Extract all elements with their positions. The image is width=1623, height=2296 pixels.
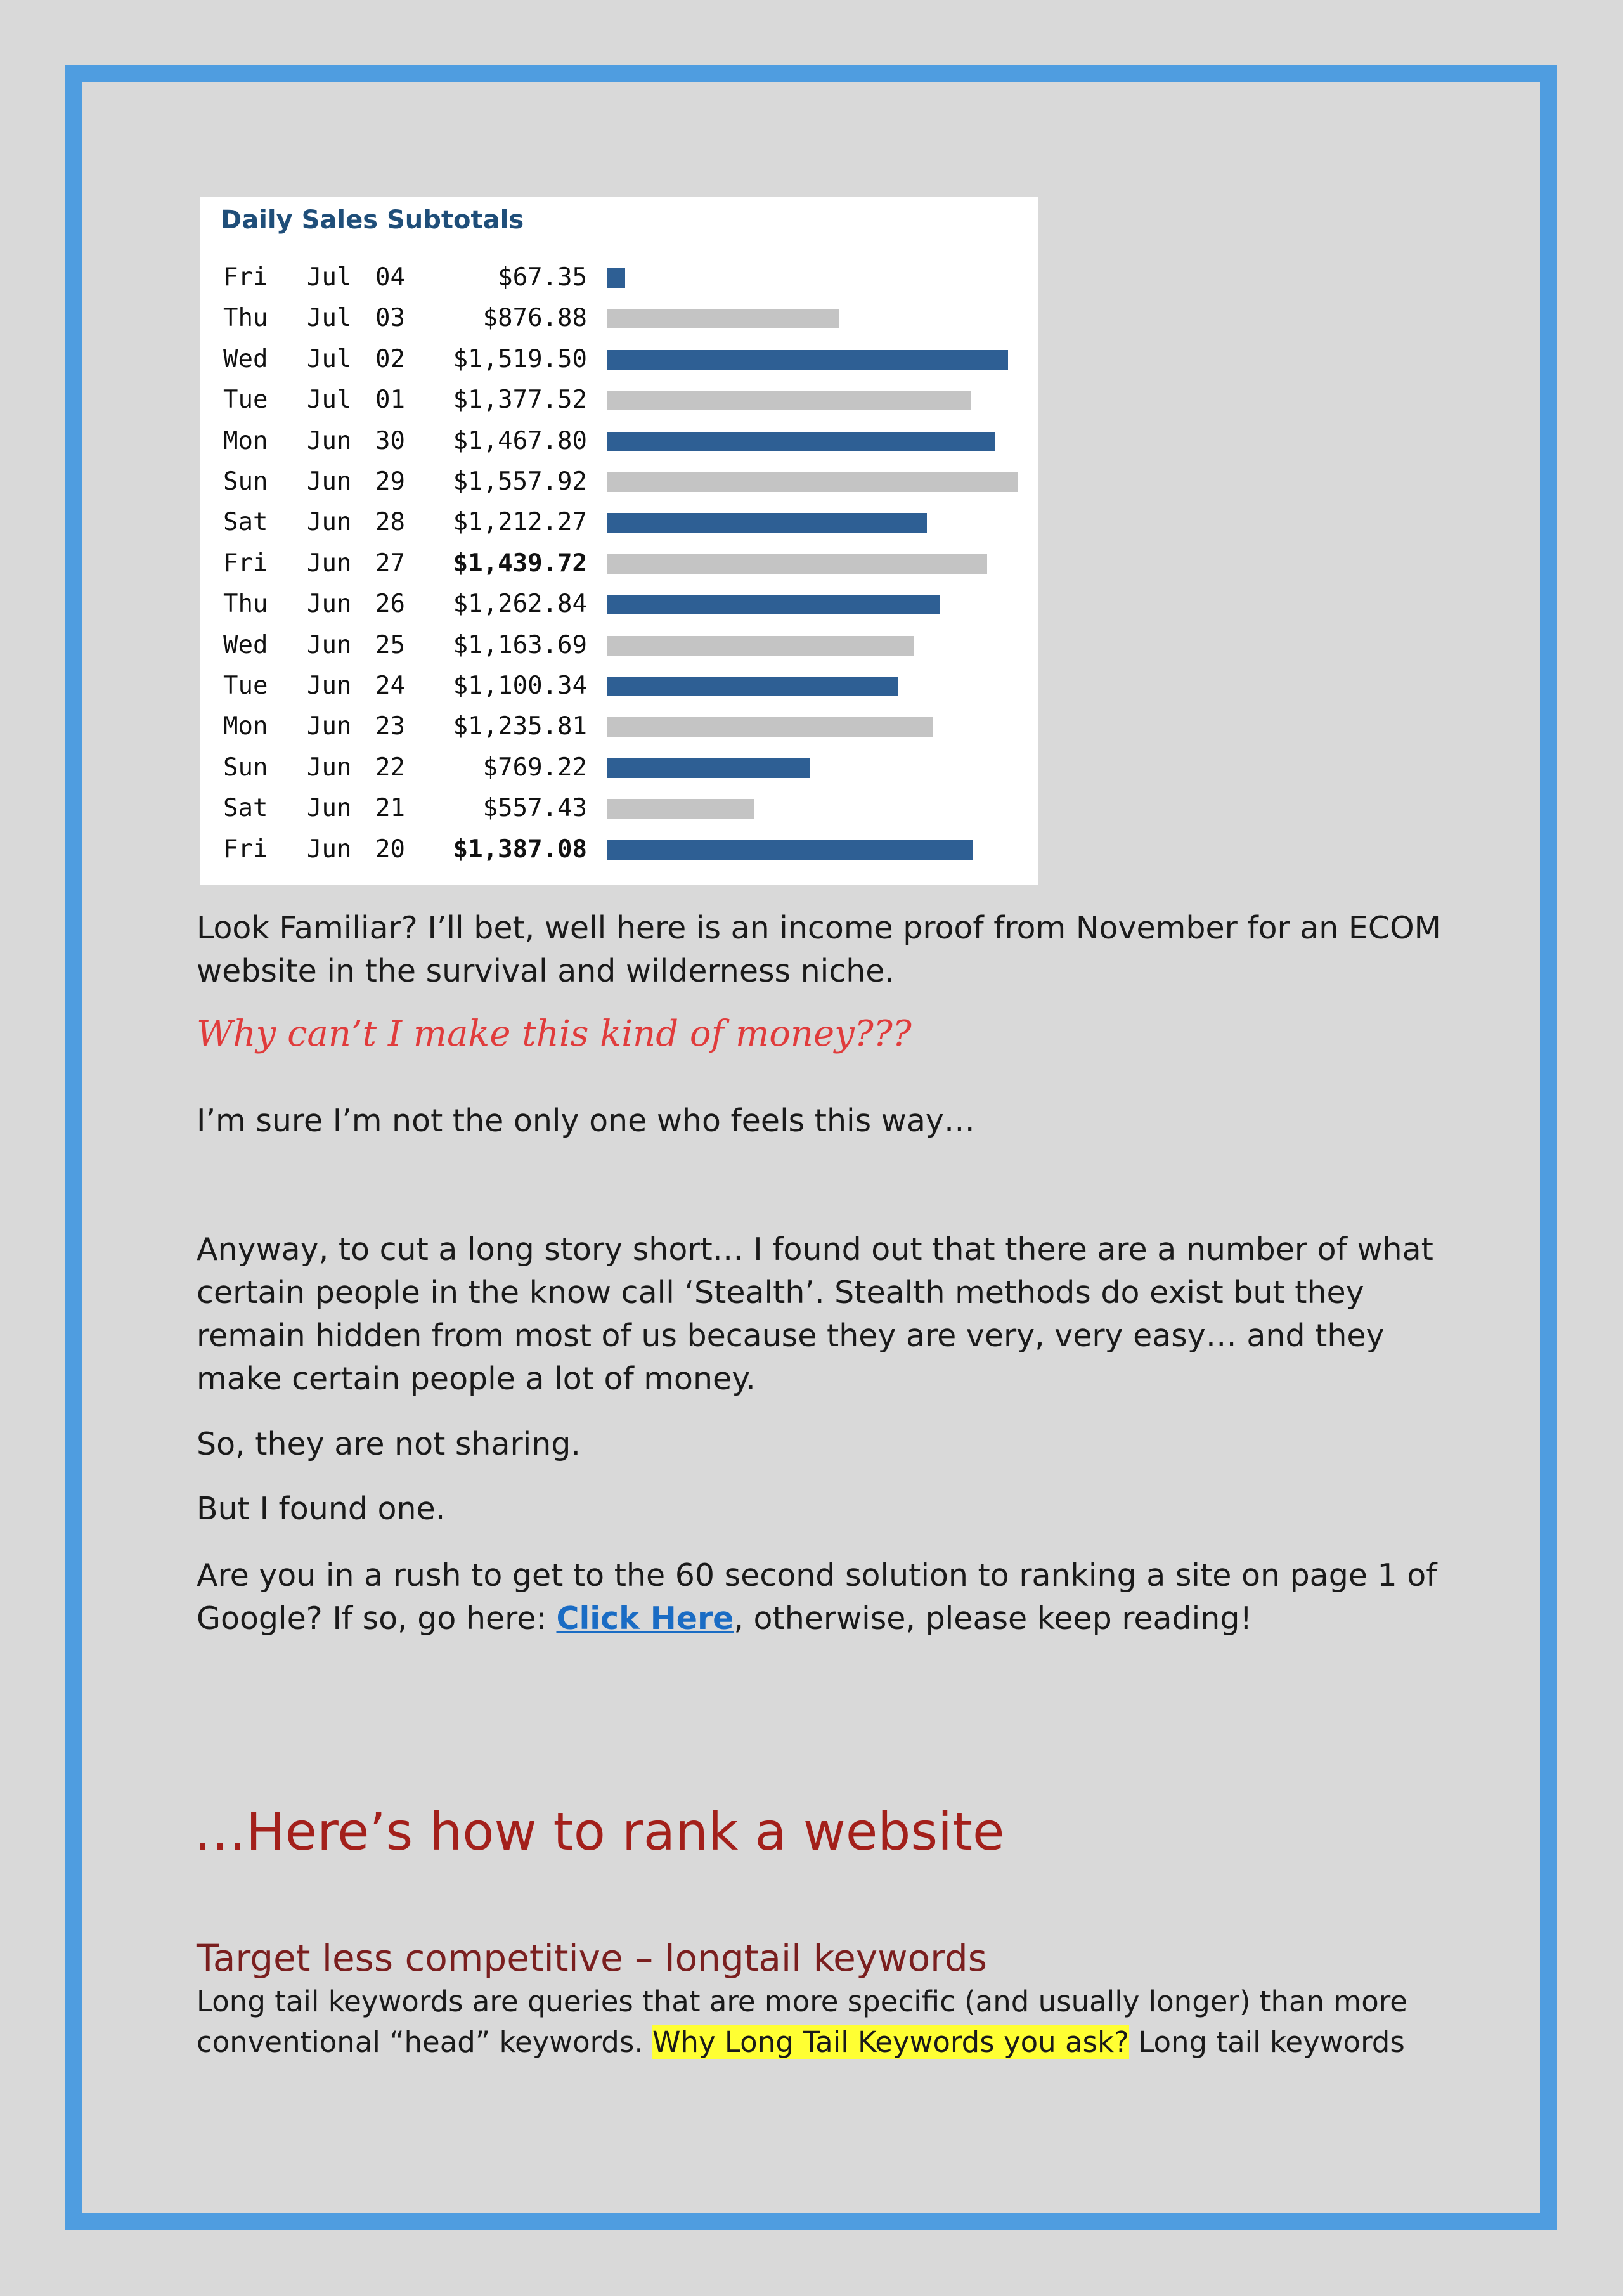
amount-label: $67.35 bbox=[498, 263, 587, 292]
sales-row bbox=[200, 666, 1038, 707]
date-label: 29 bbox=[375, 467, 405, 496]
rush-text: Are you in a rush to get to the 60 second solution to ranking a site on page 1 of Google? If so, go here: bbox=[197, 1557, 1437, 1637]
rush-text-after: , otherwise, please keep reading! bbox=[734, 1600, 1253, 1637]
sales-bar bbox=[607, 636, 914, 656]
amount-label: $1,557.92 bbox=[453, 467, 587, 496]
date-label: 21 bbox=[375, 794, 405, 823]
day-label: Fri bbox=[223, 548, 268, 578]
date-label: 23 bbox=[375, 712, 405, 741]
date-label: 28 bbox=[375, 508, 405, 537]
sales-row bbox=[200, 258, 1038, 299]
day-label: Mon bbox=[223, 712, 268, 741]
click-here-link[interactable]: Click Here bbox=[556, 1600, 734, 1637]
month-label: Jun bbox=[307, 794, 352, 823]
date-label: 24 bbox=[375, 671, 405, 700]
amount-label: $1,387.08 bbox=[453, 834, 587, 864]
paragraph-rush bbox=[197, 1554, 1445, 1640]
sales-row bbox=[200, 707, 1038, 748]
sales-row bbox=[200, 422, 1038, 462]
day-label: Sat bbox=[223, 508, 268, 537]
sales-row bbox=[200, 789, 1038, 829]
month-label: Jul bbox=[307, 386, 352, 415]
month-label: Jun bbox=[307, 712, 352, 741]
month-label: Jun bbox=[307, 753, 352, 782]
sales-row bbox=[200, 585, 1038, 625]
month-label: Jul bbox=[307, 344, 352, 373]
amount-label: $557.43 bbox=[482, 794, 587, 823]
amount-label: $1,519.50 bbox=[453, 344, 587, 373]
amount-label: $1,100.34 bbox=[453, 671, 587, 700]
month-label: Jun bbox=[307, 548, 352, 578]
sales-bar bbox=[607, 677, 898, 696]
day-label: Thu bbox=[223, 590, 268, 619]
date-label: 02 bbox=[375, 344, 405, 373]
sales-row bbox=[200, 544, 1038, 585]
paragraph-found-one: But I found one. bbox=[197, 1491, 446, 1527]
month-label: Jun bbox=[307, 630, 352, 659]
daily-sales-chart bbox=[200, 197, 1038, 885]
day-label: Fri bbox=[223, 263, 268, 292]
sales-bar bbox=[607, 513, 927, 533]
month-label: Jun bbox=[307, 426, 352, 455]
paragraph-stealth: Anyway, to cut a long story short… I found out that there are a number of what certain people in the know call ‘Stealth’. Stealth methods do exist but they remain hidden from most of us because they are very, very easy… and they make certain people a lot of money. bbox=[197, 1231, 1433, 1397]
section-subheading: Target less competitive – longtail keywords bbox=[197, 1936, 987, 1980]
sales-bar bbox=[607, 799, 754, 819]
paragraph-feels: I’m sure I’m not the only one who feels this way… bbox=[197, 1103, 975, 1139]
day-label: Fri bbox=[223, 834, 268, 864]
longtail-text: Long tail keywords are queries that are more specific (and usually longer) than more conventional “head” keywords. bbox=[197, 1985, 1407, 2059]
sales-row bbox=[200, 503, 1038, 543]
date-label: 25 bbox=[375, 630, 405, 659]
sales-row bbox=[200, 299, 1038, 339]
sales-bar bbox=[607, 350, 1008, 370]
day-label: Mon bbox=[223, 426, 268, 455]
chart-title: Daily Sales Subtotals bbox=[221, 205, 524, 235]
sales-bar bbox=[607, 717, 933, 737]
month-label: Jul bbox=[307, 304, 352, 333]
month-label: Jun bbox=[307, 590, 352, 619]
script-line: Why can’t I make this kind of money??? bbox=[197, 1013, 912, 1054]
date-label: 03 bbox=[375, 304, 405, 333]
date-label: 01 bbox=[375, 386, 405, 415]
paragraph-not-sharing: So, they are not sharing. bbox=[197, 1426, 581, 1462]
day-label: Sat bbox=[223, 794, 268, 823]
sales-bar bbox=[607, 432, 995, 451]
amount-label: $769.22 bbox=[482, 753, 587, 782]
date-label: 04 bbox=[375, 263, 405, 292]
sales-row bbox=[200, 340, 1038, 380]
sales-row bbox=[200, 462, 1038, 503]
day-label: Wed bbox=[223, 344, 268, 373]
sales-row bbox=[200, 380, 1038, 421]
amount-label: $1,235.81 bbox=[453, 712, 587, 741]
date-label: 22 bbox=[375, 753, 405, 782]
day-label: Thu bbox=[223, 304, 268, 333]
sales-bar bbox=[607, 391, 971, 410]
date-label: 27 bbox=[375, 548, 405, 578]
day-label: Wed bbox=[223, 630, 268, 659]
sales-bar bbox=[607, 840, 973, 860]
sales-bar bbox=[607, 268, 625, 288]
paragraph-income-proof: Look Familiar? I’ll bet, well here is an income proof from November for an ECOM website in the survival and wilderness niche. bbox=[197, 910, 1441, 989]
day-label: Tue bbox=[223, 386, 268, 415]
date-label: 20 bbox=[375, 834, 405, 864]
section-heading: …Here’s how to rank a website bbox=[194, 1802, 1005, 1862]
amount-label: $1,439.72 bbox=[453, 548, 587, 578]
sales-bar bbox=[607, 554, 987, 574]
amount-label: $1,377.52 bbox=[453, 386, 587, 415]
sales-bar bbox=[607, 758, 810, 778]
day-label: Sun bbox=[223, 753, 268, 782]
date-label: 30 bbox=[375, 426, 405, 455]
sales-bar bbox=[607, 472, 1018, 492]
highlighted-question: Why Long Tail Keywords you ask? bbox=[652, 2025, 1129, 2059]
sales-row bbox=[200, 626, 1038, 666]
sales-bar bbox=[607, 595, 940, 614]
sales-bar bbox=[607, 309, 839, 328]
month-label: Jun bbox=[307, 671, 352, 700]
amount-label: $1,163.69 bbox=[453, 630, 587, 659]
day-label: Sun bbox=[223, 467, 268, 496]
paragraph-longtail bbox=[197, 1981, 1452, 2063]
amount-label: $1,212.27 bbox=[453, 508, 587, 537]
date-label: 26 bbox=[375, 590, 405, 619]
amount-label: $1,262.84 bbox=[453, 590, 587, 619]
month-label: Jun bbox=[307, 467, 352, 496]
sales-row bbox=[200, 748, 1038, 789]
longtail-text-after: Long tail keywords bbox=[1128, 2025, 1405, 2059]
month-label: Jun bbox=[307, 508, 352, 537]
amount-label: $1,467.80 bbox=[453, 426, 587, 455]
month-label: Jul bbox=[307, 263, 352, 292]
month-label: Jun bbox=[307, 834, 352, 864]
day-label: Tue bbox=[223, 671, 268, 700]
sales-row bbox=[200, 830, 1038, 871]
amount-label: $876.88 bbox=[482, 304, 587, 333]
